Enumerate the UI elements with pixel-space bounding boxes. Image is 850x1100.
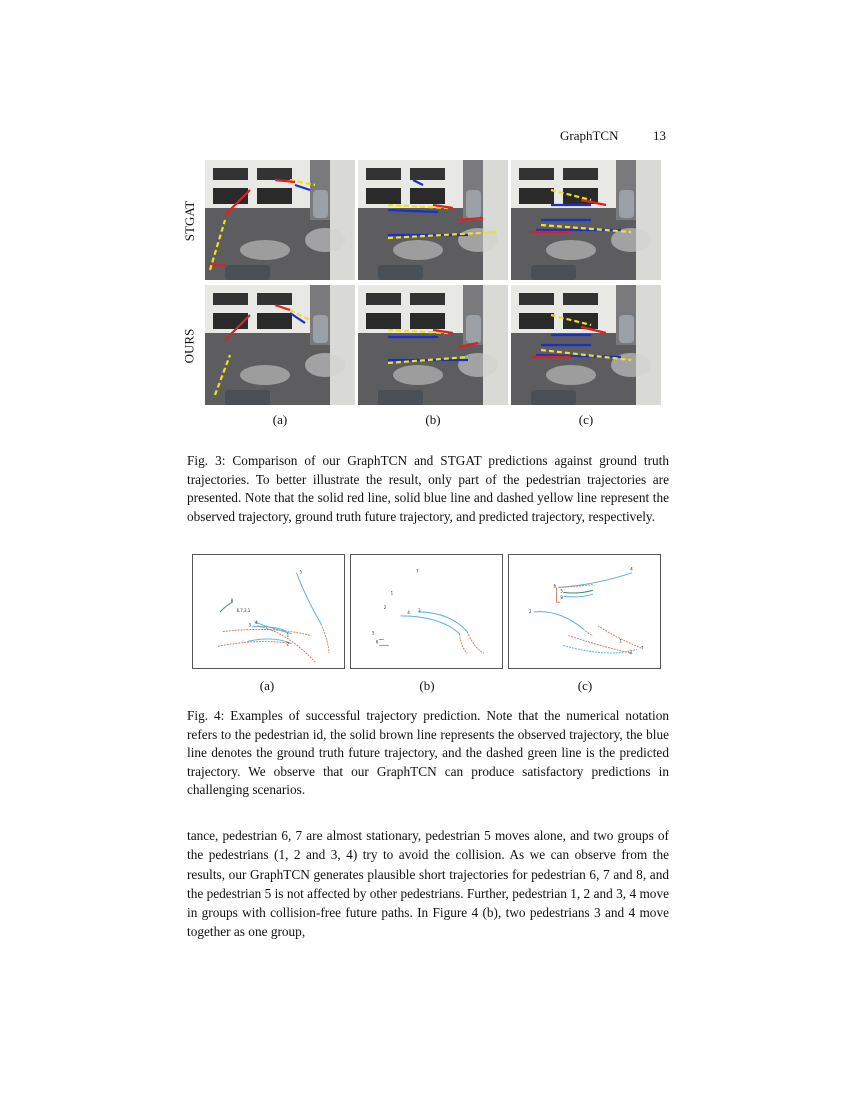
fig3-label-a: (a)	[272, 412, 288, 427]
fig4-label-a: (a)	[259, 678, 275, 693]
row-label-stgat: STGAT	[182, 200, 198, 242]
fig3-caption: Fig. 3: Comparison of our GraphTCN and STGAT predictions against ground truth trajectories. To better illustrate the result, only part of the pedestrian trajectories are presented. Note that the solid red line, solid blue line and dashed yellow line represent the observed trajectory, ground truth future trajectory, and predicted trajectory, respectively.	[187, 453, 669, 524]
ped-id: 7	[416, 568, 419, 574]
ped-id: 6,7,3,1	[236, 607, 251, 613]
fig3-label-c: (c)	[578, 412, 594, 427]
ped-id: 6	[553, 583, 557, 589]
ped-id: 8	[230, 598, 234, 604]
ped-id: 4	[630, 566, 633, 572]
running-title: GraphTCN	[560, 128, 619, 143]
row-label-ours: OURS	[181, 328, 197, 364]
ped-id: 8	[560, 595, 563, 601]
ped-id: 2	[286, 641, 290, 647]
page-number: 13	[653, 128, 666, 143]
fig4-label-b: (b)	[419, 678, 435, 693]
ped-id: 3	[418, 607, 421, 613]
ped-id: 4	[407, 609, 410, 615]
fig3-panel-stgat-c	[511, 160, 661, 280]
ped-id: 5	[560, 588, 563, 594]
ped-id: 7	[641, 645, 644, 651]
ped-id: 2	[383, 605, 387, 611]
fig3-panel-stgat-b	[358, 160, 508, 280]
ped-id: 6	[375, 639, 379, 645]
fig4-label-c: (c)	[577, 678, 593, 693]
body-paragraph: tance, pedestrian 6, 7 are almost stationary, pedestrian 5 moves alone, and two groups of the pedestrians (1, 2 and 3, 4) try to avoid the collision. As we can observe from the results, our GraphTCN generates plausible short trajectories for pedestrian 6, 7 and 8, and the pedestrian 5 is not affected by other pedestrians. Further, pedestrian 1, 2 and 3, 4 move in groups with collision-free future paths. In Figure 4 (b), two pedestrians 3 and 4 move together as one group,	[187, 828, 669, 940]
ped-id: 5	[299, 569, 302, 575]
ped-id: 5	[371, 630, 375, 636]
fig4-caption: Fig. 4: Examples of successful trajectory prediction. Note that the numerical notation refers to the pedestrian id, the solid brown line represents the observed trajectory, the blue line denotes the ground truth future trajectory, and the dashed green line is the predicted trajectory. We observe that our GraphTCN can produce satisfactory predictions in challenging scenarios.	[187, 708, 669, 798]
fig3-label-b: (b)	[425, 412, 441, 427]
ped-id: 3	[629, 650, 632, 656]
ped-id: 1	[619, 638, 622, 644]
ped-id: 1	[390, 590, 394, 596]
fig4-panel-a	[192, 554, 345, 669]
ped-id: 4	[255, 619, 258, 625]
ped-id: 3	[248, 622, 251, 628]
fig3-panel-stgat-a	[205, 160, 355, 280]
ped-id: 2	[528, 608, 532, 614]
fig4-panel-c	[508, 554, 661, 669]
fig3-panel-ours-b	[358, 285, 508, 405]
ped-id: 1	[286, 632, 290, 638]
fig3-panel-ours-c	[511, 285, 661, 405]
fig3-panel-ours-a	[205, 285, 355, 405]
fig4-panel-b	[350, 554, 503, 669]
